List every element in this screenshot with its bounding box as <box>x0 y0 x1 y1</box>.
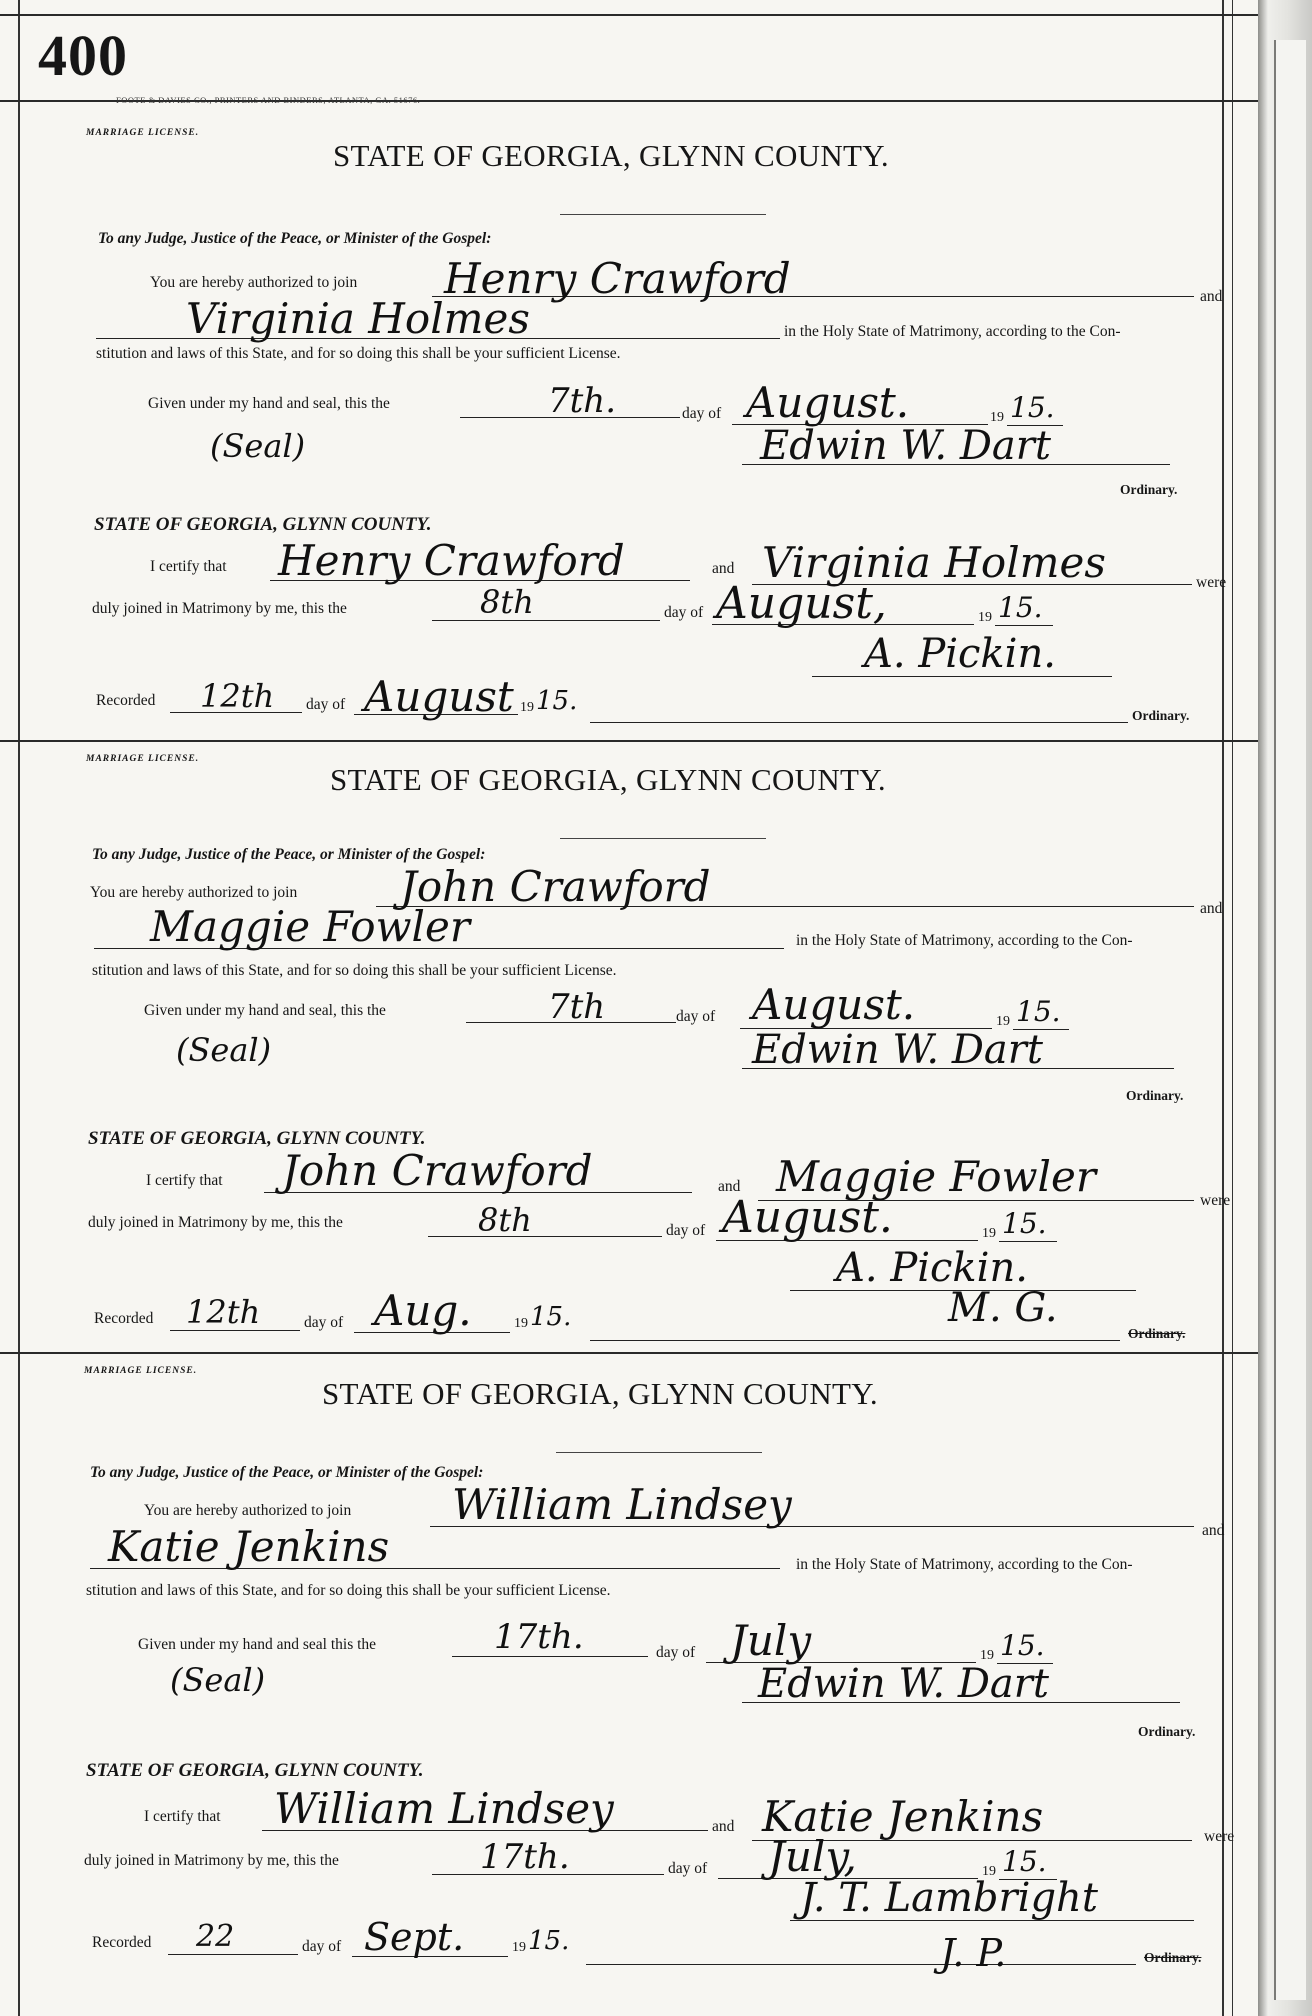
recorded-day-of-text: day of <box>302 1938 342 1955</box>
recorded-year-prefix: 19 <box>520 700 534 715</box>
recorded-day-line <box>168 1954 298 1955</box>
year-prefix: 19 <box>990 410 1004 425</box>
left-margin-rule <box>18 0 20 2016</box>
recorded-year: 15. <box>528 1926 570 1956</box>
marriage-license-label: MARRIAGE LICENSE. <box>86 754 200 764</box>
certify-text: I certify that <box>146 1172 223 1189</box>
recorded-year-prefix: 19 <box>512 1940 526 1955</box>
cert-day-of-text: day of <box>664 604 704 621</box>
year-prefix: 19 <box>996 1014 1010 1029</box>
cert-bride-name: Virginia Holmes <box>762 538 1106 587</box>
heading-underline <box>556 1452 762 1453</box>
day-of-text: day of <box>656 1644 696 1661</box>
cert-year-prefix: 19 <box>982 1226 996 1241</box>
and-text: and <box>1200 900 1223 917</box>
cert-month: August, <box>716 578 887 629</box>
given-text: Given under my hand and seal, this the <box>144 1002 386 1019</box>
record-separator <box>0 1352 1258 1354</box>
authorized-text: You are hereby authorized to join <box>144 1502 352 1519</box>
recorded-text: Recorded <box>96 692 156 709</box>
bride-name: Maggie Fowler <box>150 902 470 951</box>
marriage-license-label: MARRIAGE LICENSE. <box>84 1366 198 1376</box>
recorded-ordinary-label: Ordinary. <box>1128 1326 1186 1341</box>
certify-text: I certify that <box>150 558 227 575</box>
seal-mark: (Seal) <box>210 427 306 465</box>
license-year: 15. <box>1010 391 1055 424</box>
recorded-day-of-text: day of <box>306 696 346 713</box>
cert-and-text: and <box>718 1178 741 1195</box>
heading-underline <box>560 838 766 839</box>
cert-groom-name: Henry Crawford <box>278 536 625 585</box>
officiant-signature: A. Pickin. <box>836 1245 1028 1291</box>
constitution-text: stitution and laws of this State, and for so doing this shall be your sufficient License. <box>92 962 617 979</box>
certificate-heading: STATE OF GEORGIA, GLYNN COUNTY. <box>88 1128 426 1149</box>
license-day: 7th <box>548 987 606 1027</box>
cert-year: 15. <box>1002 1207 1047 1240</box>
cert-day-of-text: day of <box>666 1222 706 1239</box>
groom-name: Henry Crawford <box>444 254 791 303</box>
were-text: were <box>1200 1192 1231 1209</box>
recorded-ordinary-label: Ordinary. <box>1144 1950 1202 1965</box>
year-prefix: 19 <box>980 1648 994 1663</box>
duly-joined-text: duly joined in Matrimony by me, this the <box>84 1852 339 1869</box>
recorded-year: 15. <box>536 686 578 716</box>
authorized-text: You are hereby authorized to join <box>90 884 298 901</box>
top-rule <box>0 14 1258 16</box>
adjacent-page-edge <box>1274 40 1306 2000</box>
cert-groom-name: John Crawford <box>282 1146 593 1195</box>
recorded-month: August <box>364 672 514 721</box>
recorded-day: 12th <box>200 677 275 715</box>
ordinary-signature: Edwin W. Dart <box>760 423 1051 469</box>
officiant-title: J. P. <box>940 1931 1007 1975</box>
cert-year-line <box>995 625 1053 626</box>
marriage-license-label: MARRIAGE LICENSE. <box>86 128 200 138</box>
constitution-text: stitution and laws of this State, and for so doing this shall be your sufficient License. <box>86 1582 611 1599</box>
record-separator <box>0 740 1258 742</box>
license-year: 15. <box>1016 995 1061 1028</box>
recorded-ordinary-line <box>590 1340 1120 1341</box>
certificate-heading: STATE OF GEORGIA, GLYNN COUNTY. <box>86 1760 424 1781</box>
recorded-text: Recorded <box>92 1934 152 1951</box>
address-line: To any Judge, Justice of the Peace, or Minister of the Gospel: <box>98 230 492 247</box>
heading-underline <box>560 214 766 215</box>
cert-year-line <box>999 1241 1057 1242</box>
day-of-text: day of <box>676 1008 716 1025</box>
license-month: August. <box>752 980 916 1029</box>
cert-day: 8th <box>480 583 534 621</box>
groom-name: John Crawford <box>400 862 711 911</box>
cert-day-line <box>432 620 660 621</box>
recorded-day-of-text: day of <box>304 1314 344 1331</box>
ordinary-label: Ordinary. <box>1138 1724 1196 1739</box>
cert-month: July, <box>768 1832 857 1881</box>
cert-bride-name: Maggie Fowler <box>776 1152 1096 1201</box>
officiant-title: M. G. <box>948 1285 1058 1331</box>
cert-day-line <box>428 1236 662 1237</box>
cert-bride-name: Katie Jenkins <box>762 1792 1044 1841</box>
duly-joined-text: duly joined in Matrimony by me, this the <box>88 1214 343 1231</box>
day-of-text: day of <box>682 405 722 422</box>
recorded-month: Sept. <box>364 1915 465 1959</box>
cert-day-of-text: day of <box>668 1860 708 1877</box>
license-month: August. <box>746 378 910 427</box>
ordinary-signature: Edwin W. Dart <box>752 1027 1043 1073</box>
officiant-signature: A. Pickin. <box>864 631 1056 677</box>
cert-and-text: and <box>712 1818 735 1835</box>
bride-name: Katie Jenkins <box>108 1522 390 1571</box>
cert-month: August. <box>722 1192 893 1243</box>
license-month: July <box>730 1616 812 1665</box>
given-text: Given under my hand and seal, this the <box>148 395 390 412</box>
recorded-text: Recorded <box>94 1310 154 1327</box>
officiant-signature: J. T. Lambright <box>800 1875 1098 1921</box>
certify-text: I certify that <box>144 1808 221 1825</box>
page-number: 400 <box>38 23 128 88</box>
authorized-text: You are hereby authorized to join <box>150 274 358 291</box>
license-year: 15. <box>1000 1629 1045 1662</box>
cert-and-text: and <box>712 560 735 577</box>
ordinary-signature: Edwin W. Dart <box>758 1661 1049 1707</box>
printer-imprint: FOOTE & DAVIES CO., PRINTERS AND BINDERS, ATLANTA, GA. 51676. <box>116 95 421 105</box>
right-margin-rule-inner <box>1232 0 1233 2016</box>
license-heading: STATE OF GEORGIA, GLYNN COUNTY. <box>322 1376 878 1411</box>
cert-groom-name: William Lindsey <box>274 1784 614 1833</box>
recorded-month: Aug. <box>374 1286 472 1335</box>
address-line: To any Judge, Justice of the Peace, or Minister of the Gospel: <box>90 1464 484 1481</box>
cert-year-prefix: 19 <box>978 610 992 625</box>
cert-day: 8th <box>478 1201 532 1239</box>
were-text: were <box>1204 1828 1235 1845</box>
bride-name: Virginia Holmes <box>186 294 530 343</box>
holy-state-text: in the Holy State of Matrimony, according to the Con- <box>796 1556 1133 1573</box>
duly-joined-text: duly joined in Matrimony by me, this the <box>92 600 347 617</box>
given-text: Given under my hand and seal this the <box>138 1636 377 1653</box>
and-text: and <box>1200 288 1223 305</box>
ordinary-label: Ordinary. <box>1120 482 1178 497</box>
cert-year: 15. <box>998 591 1043 624</box>
seal-mark: (Seal) <box>170 1661 266 1699</box>
constitution-text: stitution and laws of this State, and for so doing this shall be your sufficient License. <box>96 345 621 362</box>
ordinary-label: Ordinary. <box>1126 1088 1184 1103</box>
license-day: 7th. <box>548 381 616 421</box>
were-text: were <box>1196 574 1227 591</box>
holy-state-text: in the Holy State of Matrimony, according to the Con- <box>784 323 1121 340</box>
license-day: 17th. <box>494 1617 584 1657</box>
recorded-ordinary-line <box>590 722 1128 723</box>
cert-day: 17th. <box>480 1837 570 1877</box>
address-line: To any Judge, Justice of the Peace, or Minister of the Gospel: <box>92 846 486 863</box>
recorded-ordinary-label: Ordinary. <box>1132 708 1190 723</box>
certificate-heading: STATE OF GEORGIA, GLYNN COUNTY. <box>94 514 432 535</box>
seal-mark: (Seal) <box>176 1031 272 1069</box>
book-binding-edge <box>1258 0 1312 2016</box>
and-text: and <box>1202 1522 1225 1539</box>
recorded-year: 15. <box>530 1302 572 1332</box>
holy-state-text: in the Holy State of Matrimony, according to the Con- <box>796 932 1133 949</box>
recorded-day: 22 <box>196 1919 235 1954</box>
recorded-day: 12th <box>186 1293 261 1331</box>
recorded-ordinary-line <box>586 1964 1136 1965</box>
cert-year: 15. <box>1002 1845 1047 1878</box>
groom-name: William Lindsey <box>452 1480 792 1529</box>
cert-year-prefix: 19 <box>982 1864 996 1879</box>
license-heading: STATE OF GEORGIA, GLYNN COUNTY. <box>333 138 889 173</box>
recorded-year-prefix: 19 <box>514 1316 528 1331</box>
license-heading: STATE OF GEORGIA, GLYNN COUNTY. <box>330 762 886 797</box>
